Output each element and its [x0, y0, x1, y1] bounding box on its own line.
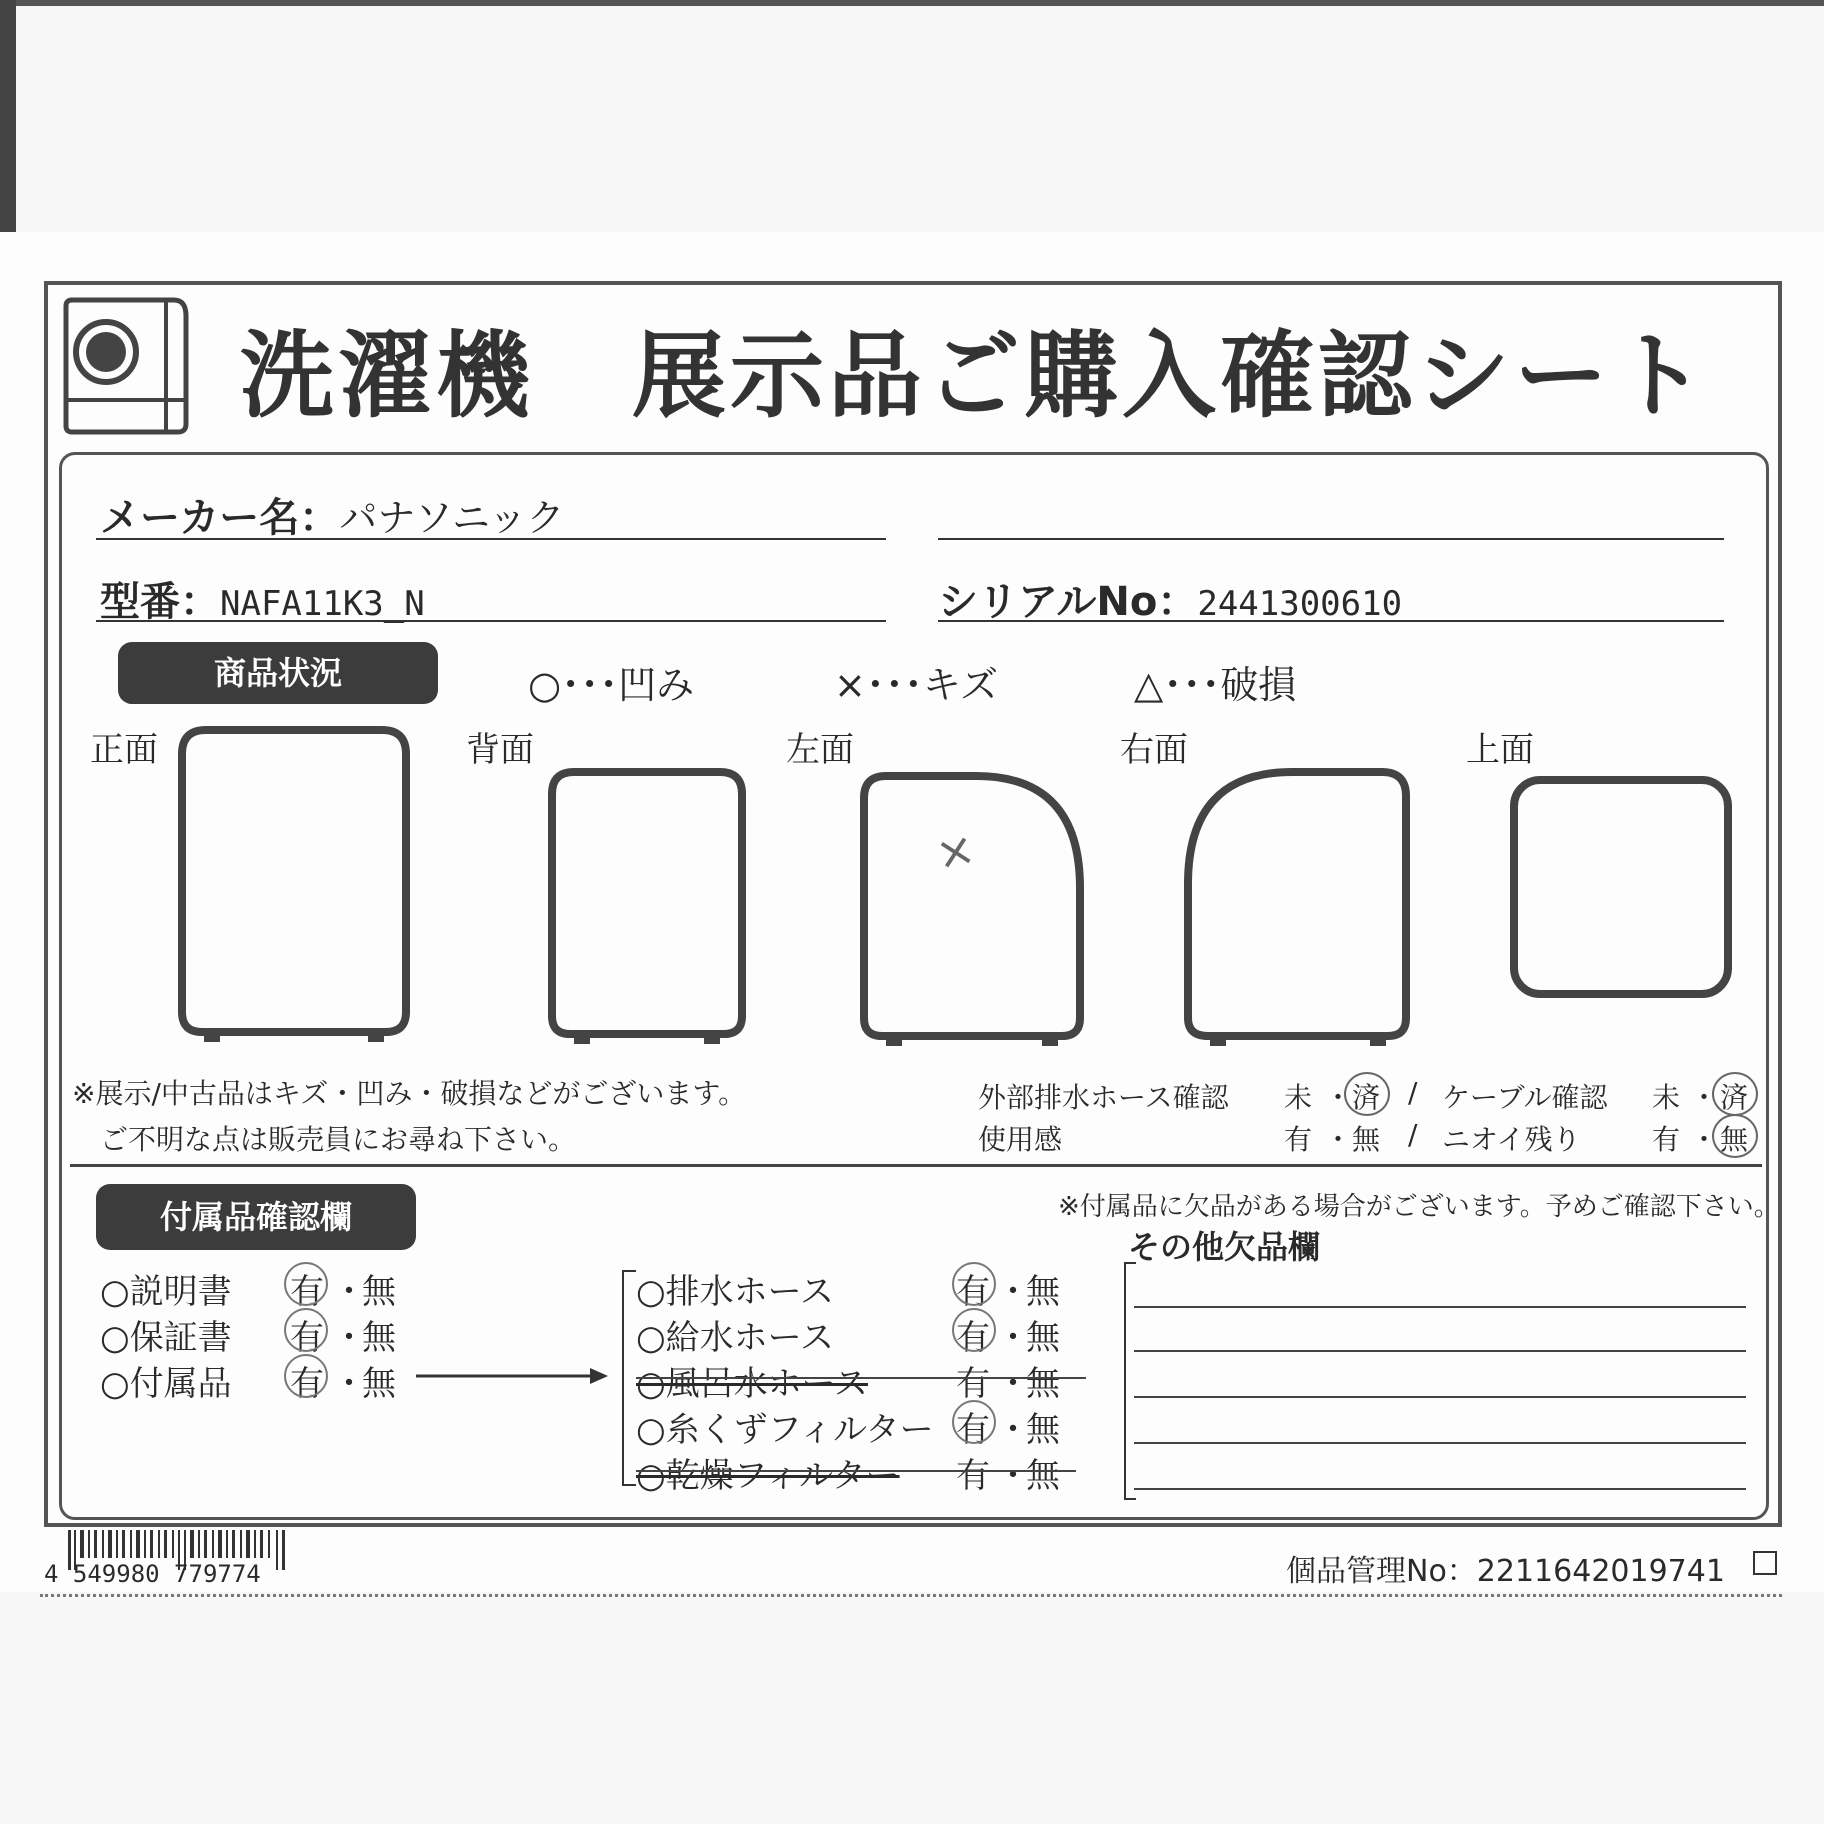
barcode-number: 4 549980 779774	[44, 1560, 261, 1588]
acc-manual-no: 無	[362, 1272, 396, 1312]
other-line-3[interactable]	[1134, 1396, 1746, 1398]
acc-drain-hose	[636, 1264, 1060, 1313]
check-cable-label: ケーブル確認	[1442, 1081, 1608, 1114]
acc-attachments-name: ○付属品	[100, 1364, 232, 1404]
other-line-2[interactable]	[1134, 1350, 1746, 1352]
maker-field	[100, 486, 565, 543]
maker-label: メーカー名：	[100, 495, 340, 541]
check-odor-label: ニオイ残り	[1442, 1123, 1581, 1156]
acc-attachments-no: 無	[362, 1364, 396, 1404]
acc-attachments-dot: ・	[332, 1364, 366, 1404]
accessories-heading: 付属品確認欄	[96, 1184, 416, 1250]
checkbox-square[interactable]	[1753, 1551, 1777, 1575]
acc-drain-hose-name: ○排水ホース	[636, 1272, 834, 1312]
acc-warranty-no: 無	[362, 1318, 396, 1358]
check-cable-opt1: 未	[1652, 1081, 1681, 1114]
strike-dry-filter	[636, 1470, 1076, 1472]
strike-bath-hose	[636, 1377, 1086, 1379]
check-cable-opt2: 済	[1720, 1081, 1749, 1114]
back-view-shape	[544, 764, 750, 1050]
acc-drain-hose-yes: 有	[956, 1272, 990, 1312]
acc-lint-filter-yes: 有	[956, 1410, 990, 1450]
check-usage-opt1: 有	[1284, 1123, 1313, 1156]
check-odor-opt1: 有	[1652, 1123, 1681, 1156]
section-divider	[70, 1164, 1762, 1167]
bracket-left	[622, 1270, 636, 1486]
check-usage-sep: ・	[1324, 1123, 1353, 1156]
acc-warranty-dot: ・	[332, 1318, 366, 1358]
other-line-1[interactable]	[1134, 1306, 1746, 1308]
serial-label: シリアルNo：	[938, 579, 1198, 625]
hw-circle-attachments	[284, 1354, 328, 1398]
model-underline	[96, 620, 886, 622]
acc-dry-filter-name: ○乾燥フィルター	[636, 1456, 900, 1496]
model-value: NAFA11K3_N	[220, 584, 425, 624]
serial-value: 2441300610	[1197, 584, 1403, 624]
acc-drain-hose-dot: ・	[996, 1272, 1030, 1312]
check-slash: /	[1408, 1076, 1418, 1109]
accessories-notice: ※付属品に欠品がある場合がございます。予めご確認下さい。	[1058, 1192, 1780, 1222]
view-label-top: 上面	[1466, 730, 1534, 770]
top-view-shape	[1508, 774, 1734, 1000]
hw-circle-cable	[1712, 1072, 1758, 1116]
scan-edge-left	[0, 0, 16, 235]
check-hose-label: 外部排水ホース確認	[978, 1081, 1229, 1114]
acc-warranty	[100, 1310, 396, 1359]
maker-underline	[96, 538, 886, 540]
check-usage-opt2: 無	[1352, 1123, 1381, 1156]
model-label: 型番：	[100, 579, 220, 625]
note-line-1: ※展示/中古品はキズ・凹み・破損などがございます。	[72, 1077, 747, 1110]
legend-scratch: ×･･･キズ	[834, 663, 999, 707]
check-usage-label: 使用感	[978, 1123, 1063, 1156]
hw-circle-manual	[284, 1262, 328, 1306]
acc-bath-hose-yes: 有	[956, 1364, 990, 1404]
hw-circle-odor	[1712, 1114, 1758, 1158]
acc-manual	[100, 1264, 396, 1313]
acc-supply-hose-name: ○給水ホース	[636, 1318, 834, 1358]
acc-lint-filter-dot: ・	[996, 1410, 1030, 1450]
page-title: 洗濯機 展示品ご購入確認シート	[240, 322, 1711, 431]
acc-supply-hose-dot: ・	[996, 1318, 1030, 1358]
hw-circle-drain	[952, 1262, 996, 1306]
acc-attachments-yes: 有	[290, 1364, 324, 1404]
acc-manual-yes: 有	[290, 1272, 324, 1312]
check-odor-sep: ・	[1690, 1123, 1719, 1156]
acc-supply-hose-no: 無	[1026, 1318, 1060, 1358]
acc-supply-hose-yes: 有	[956, 1318, 990, 1358]
scan-edge-top	[0, 0, 1824, 6]
front-view-shape	[174, 722, 414, 1048]
condition-heading: 商品状況	[118, 642, 438, 704]
acc-dry-filter	[636, 1448, 1060, 1497]
bracket-other	[1124, 1262, 1136, 1500]
blank-underline	[938, 538, 1724, 540]
acc-warranty-name: ○保証書	[100, 1318, 232, 1358]
acc-dry-filter-yes: 有	[956, 1456, 990, 1496]
acc-warranty-yes: 有	[290, 1318, 324, 1358]
legend-dent: ○･･･凹み	[528, 663, 695, 707]
model-field	[100, 570, 425, 627]
hw-circle-lint	[952, 1400, 996, 1444]
acc-dry-filter-dot: ・	[996, 1456, 1030, 1496]
acc-supply-hose	[636, 1310, 1060, 1359]
other-line-5[interactable]	[1134, 1488, 1746, 1490]
hw-circle-warranty	[284, 1308, 328, 1352]
hw-circle-supply	[952, 1308, 996, 1352]
maker-value: パナソニック	[339, 496, 565, 540]
check-cable-sep: ・	[1690, 1081, 1719, 1114]
acc-dry-filter-no: 無	[1026, 1456, 1060, 1496]
hw-circle-hose	[1344, 1072, 1390, 1116]
acc-bath-hose-name: ○風呂水ホース	[636, 1364, 868, 1404]
check-hose-opt2: 済	[1352, 1081, 1381, 1114]
scratch-mark: ×	[930, 820, 980, 882]
item-number: 個品管理No：2211642019741	[1286, 1554, 1725, 1589]
arrow-icon	[414, 1364, 610, 1388]
acc-manual-dot: ・	[332, 1272, 366, 1312]
acc-bath-hose-dot: ・	[996, 1364, 1030, 1404]
other-line-4[interactable]	[1134, 1442, 1746, 1444]
view-label-front: 正面	[90, 730, 158, 770]
right-view-shape	[1180, 764, 1414, 1052]
left-view-shape	[856, 768, 1088, 1052]
serial-field	[938, 570, 1402, 627]
serial-underline	[938, 620, 1724, 622]
view-label-right: 右面	[1120, 730, 1188, 770]
check-hose-opt1: 未	[1284, 1081, 1313, 1114]
acc-lint-filter	[636, 1402, 1060, 1451]
acc-drain-hose-no: 無	[1026, 1272, 1060, 1312]
acc-manual-name: ○説明書	[100, 1272, 232, 1312]
acc-lint-filter-name: ○糸くずフィルター	[636, 1410, 934, 1450]
acc-bath-hose	[636, 1356, 1060, 1405]
check-odor-opt2: 無	[1720, 1123, 1749, 1156]
check-hose-sep: ・	[1324, 1081, 1353, 1114]
acc-lint-filter-no: 無	[1026, 1410, 1060, 1450]
acc-attachments	[100, 1356, 396, 1405]
legend-damage: △･･･破損	[1134, 663, 1297, 707]
view-label-back: 背面	[466, 730, 534, 770]
acc-bath-hose-no: 無	[1026, 1364, 1060, 1404]
washing-machine-icon	[62, 296, 190, 436]
other-missing-heading: その他欠品欄	[1128, 1228, 1321, 1266]
view-label-left: 左面	[786, 730, 854, 770]
dotted-cut-line	[40, 1594, 1782, 1597]
check-slash-2: /	[1408, 1118, 1418, 1151]
note-line-2: ご不明な点は販売員にお尋ね下さい。	[100, 1123, 577, 1156]
